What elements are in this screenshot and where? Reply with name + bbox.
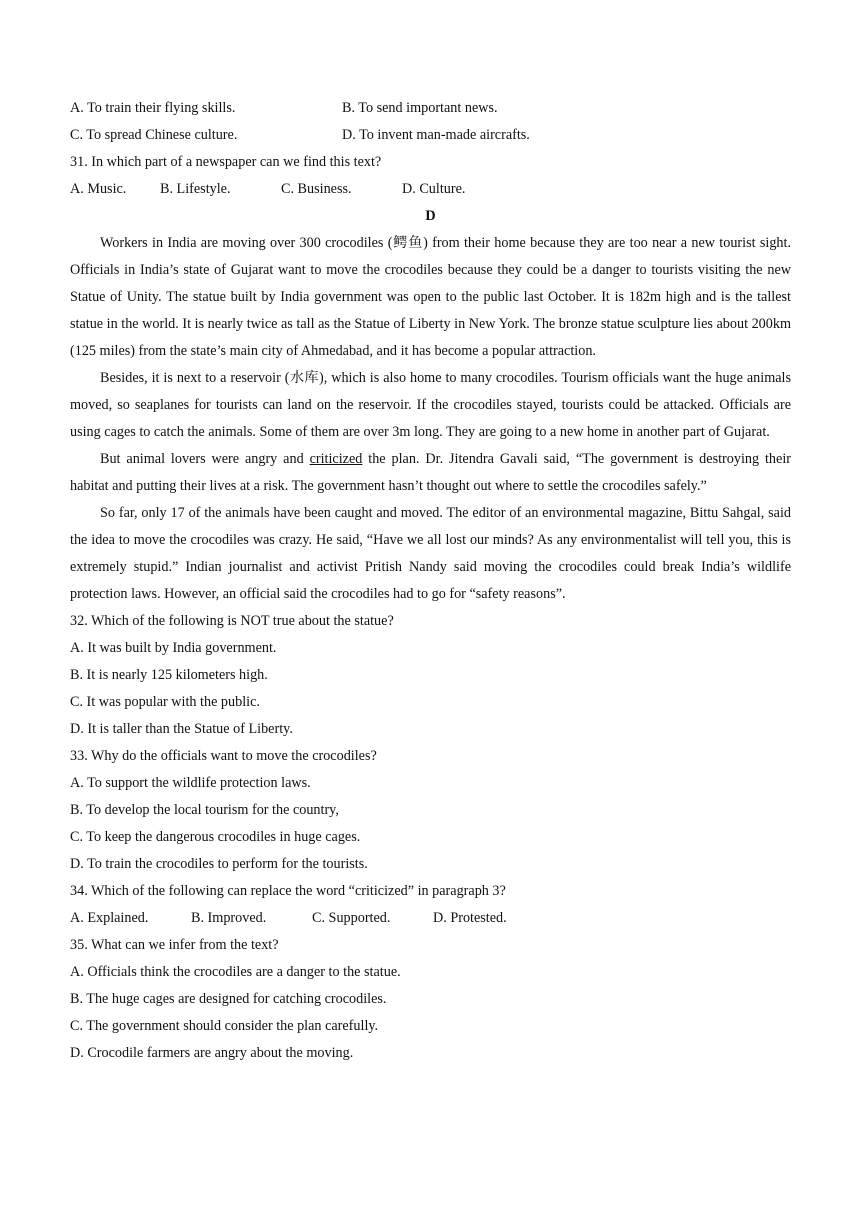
paragraph-3-text-end: the plan. Dr. Jitendra Gavali said, “The government is destroying their habitat and putting their lives at a risk. The government hasn’t thought out where to settle the crocodiles safely.” — [70, 451, 791, 494]
q30-option-a: A. To train their flying skills. — [70, 100, 236, 116]
q30-options-row-1 — [70, 95, 791, 122]
q33-stem: 33. Why do the officials want to move the crocodiles? — [70, 748, 377, 764]
q34-stem: 34. Which of the following can replace the word “criticized” in paragraph 3? — [70, 883, 506, 899]
q32-option-c: C. It was popular with the public. — [70, 694, 260, 710]
q34-option-d: D. Protested. — [433, 910, 507, 926]
passage-title: D — [425, 208, 436, 224]
q31-option-b: B. Lifestyle. — [160, 181, 231, 197]
q33-option-b: B. To develop the local tourism for the country, — [70, 802, 339, 818]
q35-option-c: C. The government should consider the plan carefully. — [70, 1018, 379, 1034]
q31-stem: 31. In which part of a newspaper can we find this text? — [70, 154, 382, 170]
passage-paragraph-3 — [70, 446, 791, 500]
q31-option-c: C. Business. — [281, 181, 352, 197]
q34-options — [70, 905, 791, 932]
q34-option-a: A. Explained. — [70, 910, 149, 926]
q33-option-d: D. To train the crocodiles to perform for the tourists. — [70, 856, 368, 872]
q32-stem: 32. Which of the following is NOT true about the statue? — [70, 613, 394, 629]
q35-option-a: A. Officials think the crocodiles are a danger to the statue. — [70, 964, 401, 980]
q34-option-c: C. Supported. — [312, 910, 391, 926]
q35-option-d: D. Crocodile farmers are angry about the moving. — [70, 1045, 354, 1061]
passage-paragraph-4: So far, only 17 of the animals have been caught and moved. The editor of an environmental magazine, Bittu Sahgal, said the idea to move the crocodiles was crazy. He said, “Have we all lost our minds? As any environmentalist will tell you, this is extremely stupid.” Indian journalist and activist Pritish Nandy said moving the crocodiles could break India’s wildlife protection laws. However, an official said the crocodiles had to go for “safety reasons”. — [70, 505, 791, 602]
exam-page — [70, 95, 791, 1067]
q32-option-b: B. It is nearly 125 kilometers high. — [70, 667, 268, 683]
passage-paragraph-1: Workers in India are moving over 300 crocodiles (鳄鱼) from their home because they are too near a new tourist sight. Officials in India’s state of Gujarat want to move the crocodiles because they could be a danger to tourists visiting the new Statue of Unity. The statue built by India government was open to the public last October. It is 182m high and is the tallest statue in the world. It is nearly twice as tall as the Statue of Liberty in New York. The bronze statue sculpture lies about 200km (125 miles) from the state’s main city of Ahmedabad, and it has become a popular attraction. — [70, 235, 791, 359]
q35-option-b: B. The huge cages are designed for catching crocodiles. — [70, 991, 387, 1007]
q33-option-a: A. To support the wildlife protection laws. — [70, 775, 311, 791]
q32-option-d: D. It is taller than the Statue of Liberty. — [70, 721, 293, 737]
q31-option-a: A. Music. — [70, 181, 127, 197]
q35-stem: 35. What can we infer from the text? — [70, 937, 279, 953]
q30-options-row-2 — [70, 122, 791, 149]
q34-option-b: B. Improved. — [191, 910, 267, 926]
q30-option-c: C. To spread Chinese culture. — [70, 127, 238, 143]
q31-options — [70, 176, 791, 203]
q33-option-c: C. To keep the dangerous crocodiles in huge cages. — [70, 829, 361, 845]
underlined-word: criticized — [309, 451, 363, 467]
q31-option-d: D. Culture. — [402, 181, 466, 197]
q30-option-b: B. To send important news. — [342, 100, 498, 116]
q32-option-a: A. It was built by India government. — [70, 640, 277, 656]
paragraph-3-text-start: But animal lovers were angry and — [100, 451, 310, 467]
passage-paragraph-2: Besides, it is next to a reservoir (水库), which is also home to many crocodiles. Tourism officials want the huge animals moved, so seaplanes for tourists can land on the reservoir. If the crocodiles stayed, tourists could be attacked. Officials are using cages to catch the animals. Some of them are over 3m long. They are going to a new home in another part of Gujarat. — [70, 370, 791, 440]
q30-option-d: D. To invent man-made aircrafts. — [342, 127, 530, 143]
